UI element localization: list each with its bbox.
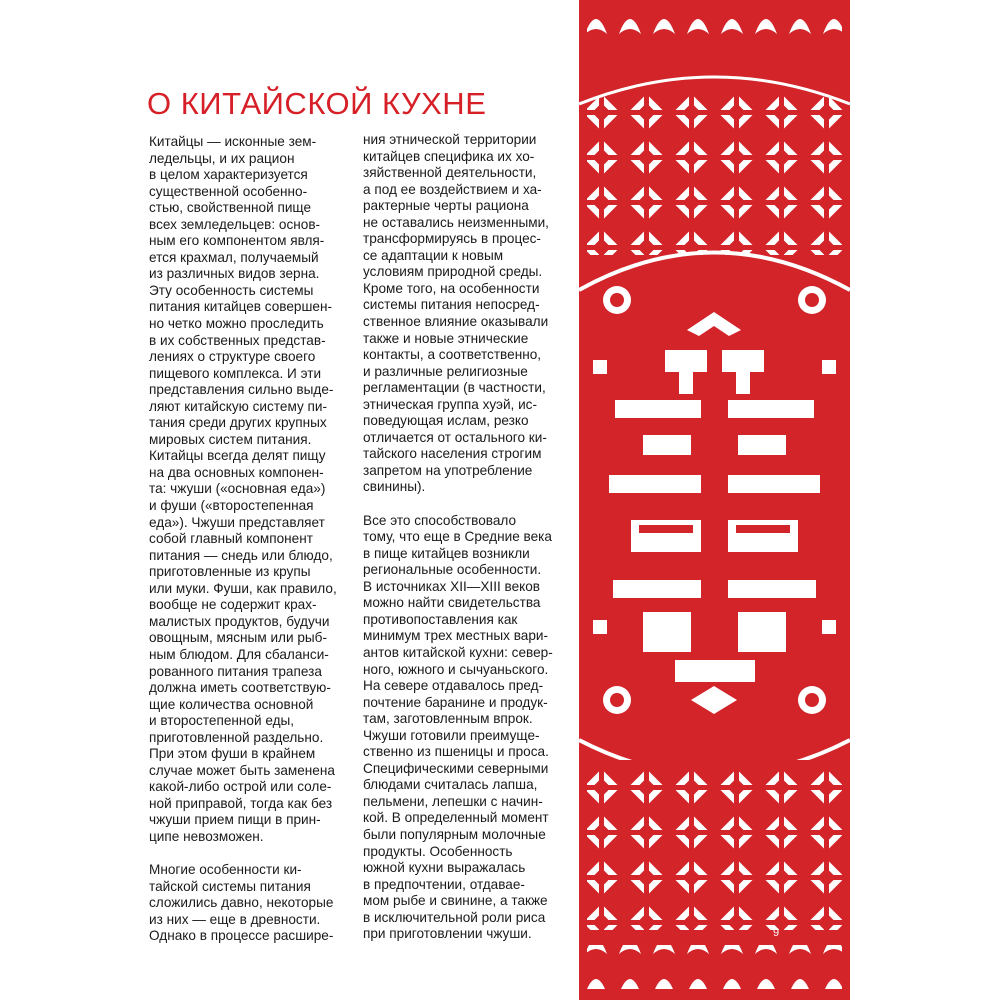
- text-line: какой-либо острой или соле-: [149, 779, 332, 795]
- text-line: питания китайцев совершен-: [149, 299, 332, 315]
- text-line: Однако в процессе расшире-: [149, 928, 334, 944]
- text-line: условиям природной среды.: [363, 264, 543, 280]
- text-line: При этом фуши в крайнем: [149, 746, 316, 762]
- text-line: но четко можно проследить: [149, 316, 324, 332]
- page-title: О КИТАЙСКОЙ КУХНЕ: [147, 86, 487, 121]
- text-line: питания — снедь или блюдо,: [149, 547, 333, 563]
- text-line: Кроме того, на особенности: [363, 280, 540, 296]
- text-line: собой главный компонент: [149, 531, 313, 547]
- text-line: почтение баранине и продук-: [363, 694, 548, 710]
- text-line: поведующая ислам, резко: [363, 413, 529, 429]
- text-line: ным блюдом. Для сбаланси-: [149, 646, 329, 662]
- text-line: тайского населения строгим: [363, 446, 542, 462]
- text-line: зяйственной деятельности,: [363, 165, 537, 181]
- text-line: Эту особенность системы: [149, 282, 314, 298]
- text-column-left: [149, 134, 337, 945]
- text-line: из различных видов зерна.: [149, 266, 320, 282]
- text-line: ной приправой, тогда как без: [149, 795, 333, 811]
- text-line: ципе невозможен.: [149, 828, 264, 844]
- text-line: там, заготовленным впрок.: [363, 711, 533, 727]
- text-line: стью, свойственной пище: [149, 200, 312, 216]
- page-number: 9: [773, 927, 780, 939]
- text-line: ния этнической территории: [363, 132, 537, 147]
- text-line: малистых продуктов, будучи: [149, 613, 330, 629]
- text-line: представления сильно выде-: [149, 382, 334, 398]
- text-column-right: [363, 132, 553, 943]
- text-line: приготовленные из крупы: [149, 564, 311, 580]
- text-line: чжуши прием пищи в прин-: [149, 812, 321, 828]
- text-line: в предпочтении, отдавае-: [363, 876, 525, 892]
- text-line: рактерные черты рациона: [363, 198, 529, 214]
- text-line: должна иметь соответствую-: [149, 680, 331, 696]
- text-line: [149, 846, 337, 863]
- text-line: пельмени, лепешки с начин-: [363, 793, 543, 809]
- text-line: се адаптации к новым: [363, 247, 504, 263]
- text-line: регламентации (в частности,: [363, 380, 546, 396]
- text-line: этническая группа хуэй, ис-: [363, 396, 538, 412]
- text-line: ственно из пшеницы и проса.: [363, 744, 549, 760]
- text-line: тайской системы питания: [149, 878, 311, 894]
- text-line: Китайцы всегда делят пищу: [149, 448, 326, 464]
- text-line: ется крахмал, получаемый: [149, 249, 319, 265]
- text-line: в целом характеризуется: [149, 167, 308, 183]
- text-line: в их собственных представ-: [149, 332, 326, 348]
- text-line: блюдами считалась лапша,: [363, 777, 538, 793]
- text-line: случае может быть заменена: [149, 762, 335, 778]
- text-line: и фуши («второстепенная: [149, 498, 314, 514]
- text-line: запретом на употребление: [363, 462, 533, 478]
- text-line: при приготовлении чжуши.: [363, 926, 532, 942]
- text-line: из них — еще в древности.: [149, 911, 321, 927]
- text-line: На севере отдавалось пред-: [363, 678, 544, 694]
- text-line: на два основных компонен-: [149, 464, 324, 480]
- text-line: продукты. Особенность: [363, 843, 513, 859]
- text-line: китайцев специфика их хо-: [363, 148, 535, 164]
- text-line: контакты, а соответственно,: [363, 347, 542, 363]
- text-line: кой. В определенный момент: [363, 810, 549, 826]
- text-line: противопоставления как: [363, 611, 518, 627]
- text-line: антов китайской кухни: север-: [363, 644, 553, 660]
- text-line: системы питания непосред-: [363, 297, 540, 313]
- text-line: овощным, мясным или рыб-: [149, 630, 327, 646]
- text-line: Чжуши готовили преимуще-: [363, 727, 540, 743]
- text-line: мом рыбе и свинине, а также: [363, 893, 548, 909]
- text-line: были популярным молочные: [363, 826, 546, 842]
- text-line: ледельцы, и их рацион: [149, 150, 295, 166]
- text-line: рованного питания трапеза: [149, 663, 322, 679]
- text-line: мировых систем питания.: [149, 431, 312, 447]
- text-line: а под ее воздействием и ха-: [363, 181, 542, 197]
- text-line: ляют китайскую систему пи-: [149, 398, 327, 414]
- text-line: Все это способствовало: [363, 512, 517, 528]
- text-line: [363, 496, 553, 513]
- text-line: ного, южного и сычуаньского.: [363, 661, 549, 677]
- text-line: приготовленной раздельно.: [149, 729, 324, 745]
- text-line: всех земледельцев: основ-: [149, 216, 321, 232]
- text-line: ственное влияние оказывали: [363, 314, 549, 330]
- text-line: не оставались неизменными,: [363, 214, 549, 230]
- text-line: минимум трех местных вари-: [363, 628, 549, 644]
- text-line: тания среди других крупных: [149, 415, 327, 431]
- text-line: лениях о структуре своего: [149, 349, 316, 365]
- text-line: щие количества основной: [149, 696, 314, 712]
- text-line: региональные особенности.: [363, 562, 542, 578]
- text-line: в исключительной роли риса: [363, 909, 546, 925]
- text-line: свинины).: [363, 479, 426, 495]
- text-line: трансформируясь в процес-: [363, 231, 541, 247]
- text-line: Многие особенности ки-: [149, 862, 302, 878]
- text-line: В источниках XII—XIII веков: [363, 578, 541, 594]
- text-line: тому, что еще в Средние века: [363, 529, 552, 545]
- text-line: Китайцы — исконные зем-: [149, 134, 317, 149]
- text-line: также и новые этнические: [363, 330, 529, 346]
- text-line: отличается от остального ки-: [363, 429, 547, 445]
- text-line: сложились давно, некоторые: [149, 895, 334, 911]
- text-line: можно найти свидетельства: [363, 595, 541, 611]
- text-line: еда»). Чжуши представляет: [149, 514, 325, 530]
- text-line: и различные религиозные: [363, 363, 528, 379]
- text-line: и второстепенной еды,: [149, 713, 295, 729]
- text-line: та: чжуши («основная еда»): [149, 481, 326, 497]
- text-line: в пище китайцев возникли: [363, 545, 530, 561]
- text-line: Специфическими северными: [363, 760, 549, 776]
- text-line: существенной особенно-: [149, 183, 308, 199]
- text-line: пищевого комплекса. И эти: [149, 365, 322, 381]
- text-line: или муки. Фуши, как правило,: [149, 580, 337, 596]
- text-line: вообще не содержит крах-: [149, 597, 317, 613]
- papercut-double-happiness-icon: [579, 0, 850, 1000]
- text-line: ным его компонентом явля-: [149, 233, 325, 249]
- text-line: южной кухни выражалась: [363, 860, 526, 876]
